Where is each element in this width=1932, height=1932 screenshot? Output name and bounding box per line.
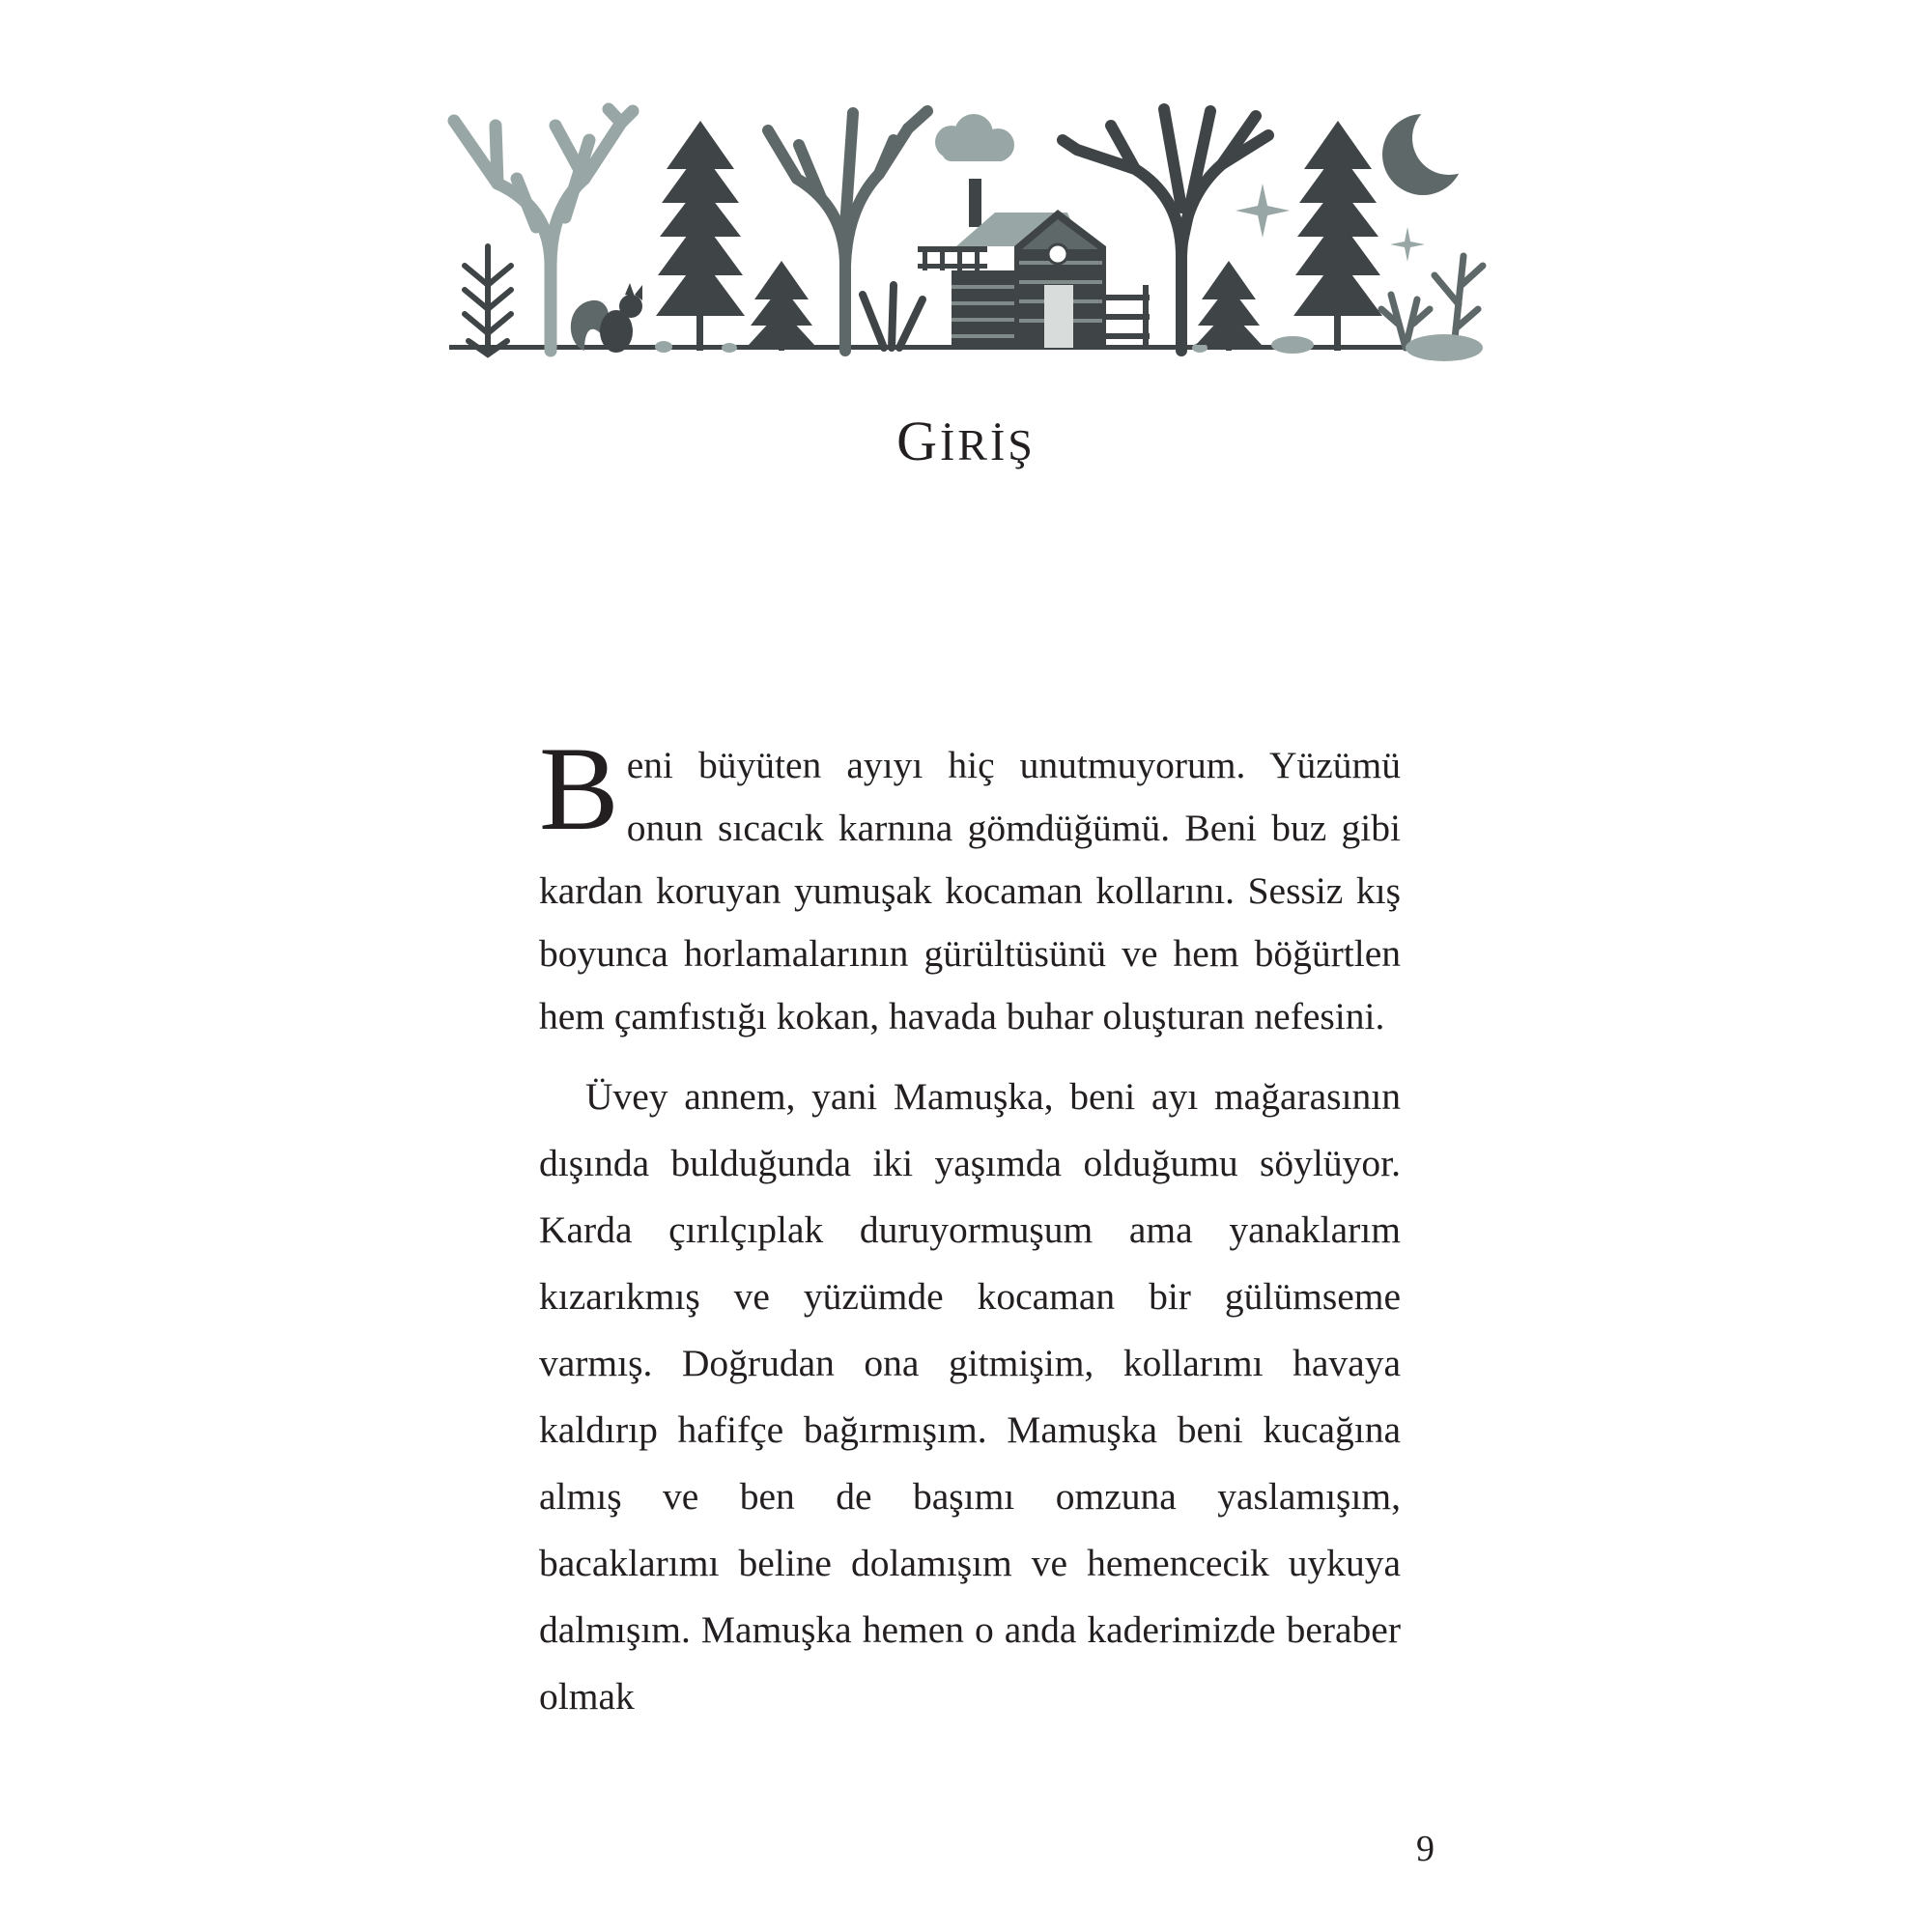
winter-forest-cabin-illustration <box>440 101 1492 362</box>
drop-cap: B <box>539 723 619 855</box>
paragraph-text: Üvey annem, yani Mamuşka, beni ayı mağarasının dışında bulduğunda iki yaşımda olduğumu söylüyor. Karda çırılçıplak duruyormuşum ama yanaklarım kızarıkmış ve yüzümde kocaman bir gülümseme varmış. Doğrudan ona gitmişim, kollarımı havaya kaldırıp hafifçe bağırmışım. Mamuşka beni kucağına almış ve ben de başımı omzuna yaslamışım, bacaklarımı beline dolamışım ve hemencecik uykuya dalmışım. Mamuşka hemen o anda kaderimizde beraber olmak <box>539 1075 1401 1718</box>
smoke-cloud-icon <box>935 114 1014 161</box>
chapter-title: GİRİŞ <box>896 410 1036 472</box>
page-number: 9 <box>1416 1829 1435 1869</box>
small-pine-tree-icon <box>1196 261 1262 351</box>
crescent-moon-icon <box>1382 101 1486 195</box>
squirrel-icon <box>571 283 642 353</box>
mound-icon <box>1406 334 1483 361</box>
paragraph <box>539 723 1401 1048</box>
pine-tree-icon <box>656 121 745 351</box>
paragraph <box>539 1064 1401 1730</box>
fern-icon <box>465 246 511 355</box>
pine-tree-icon <box>1293 121 1382 351</box>
grass-tuft-icon <box>863 285 923 348</box>
plant-icon <box>1381 256 1483 348</box>
paragraph-text: eni büyüten ayıyı hiç unutmuyorum. Yüzümü onun sıcacık karnına gömdüğümü. Beni buz gibi kardan koruyan yumuşak kocaman kollarını. Sessiz kış boyunca horlamalarının gürültüsünü ve hem böğürtlen hem çamfıstığı kokan, havada buhar oluşturan nefesini. <box>539 744 1401 1037</box>
body-text <box>539 723 1401 1730</box>
log-cabin-icon <box>918 179 1150 349</box>
small-pine-tree-icon <box>749 261 814 351</box>
